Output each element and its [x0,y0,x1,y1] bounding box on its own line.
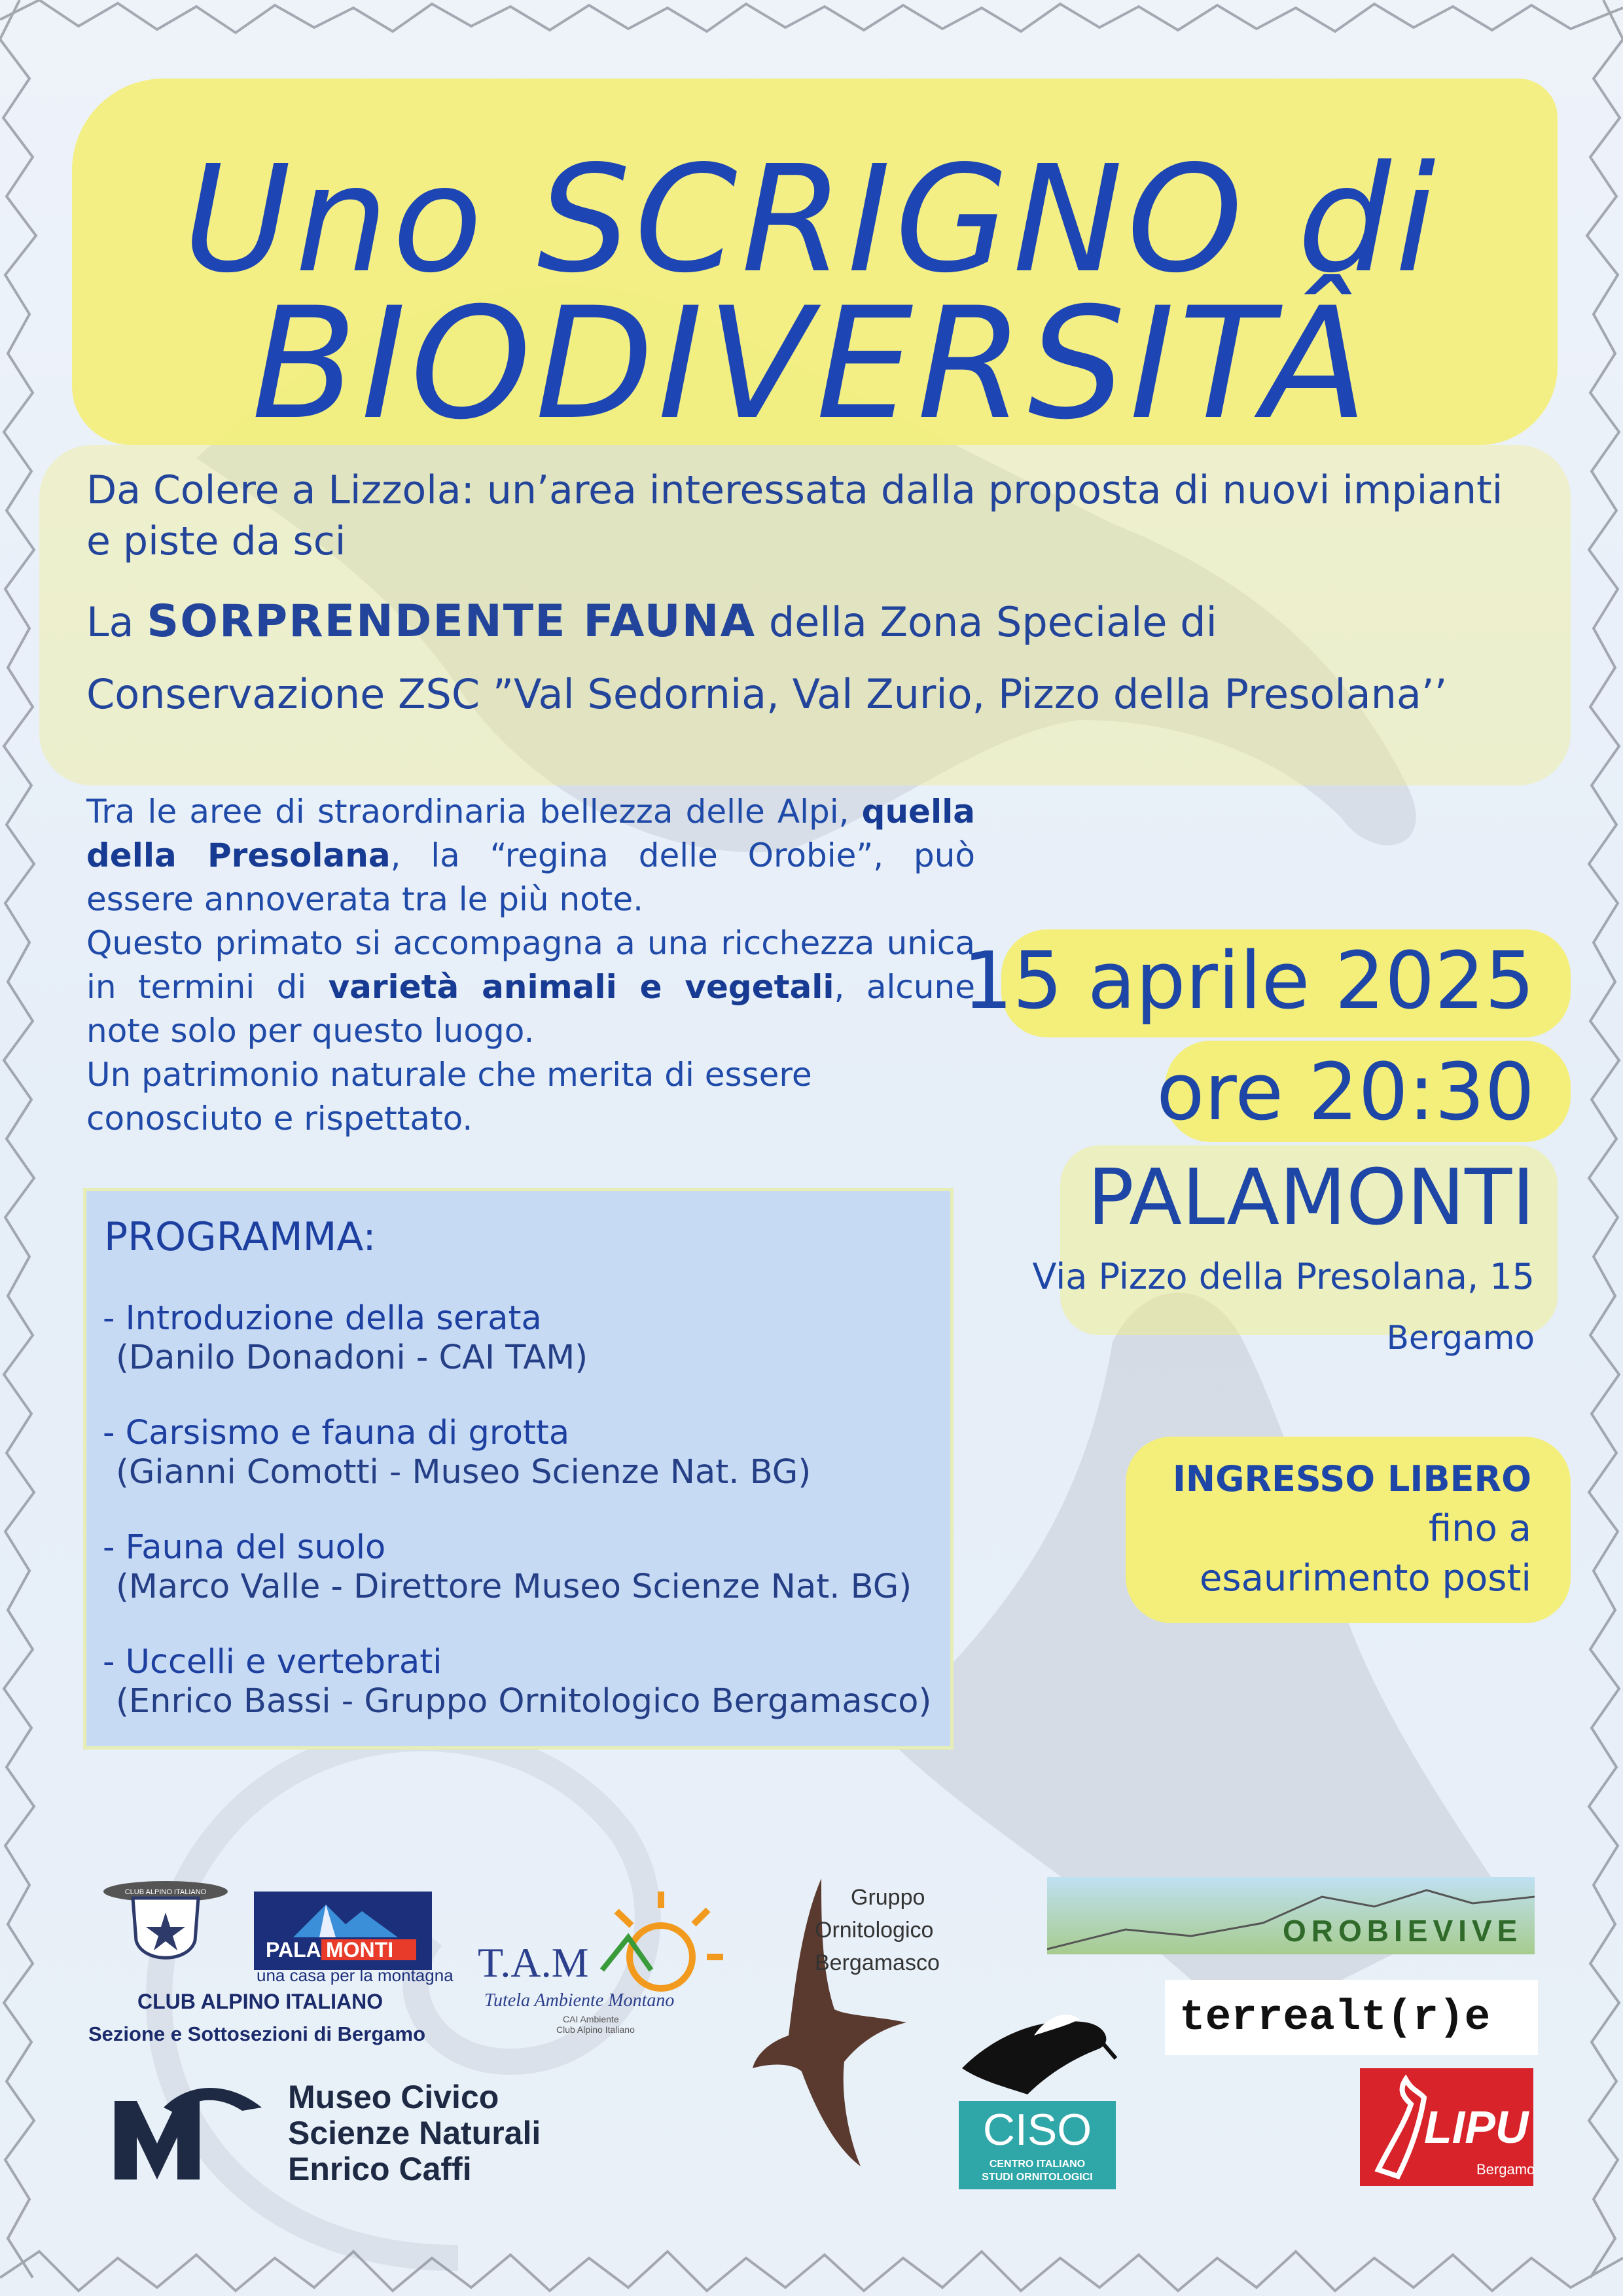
program-item [103,1414,811,1492]
program-box [83,1188,954,1749]
program-item-title: - Introduzione della serata [103,1299,542,1338]
tam-logo [471,1878,726,2036]
program-item [103,1643,931,1721]
ciso-sub-2: STUDI ORNITOLOGICI [982,2172,1093,2183]
lipu-logo [1360,2068,1533,2186]
tam-title: T.A.M [478,1939,589,1986]
intro-line-4: Questo primato si accompagna a una ricchezza unica [86,924,975,962]
ciso-logo [959,2101,1116,2189]
swift-bird-icon [749,1872,913,2173]
intro-line-8: conosciuto e rispettato. [86,1100,473,1138]
orobievive-logo [1047,1877,1535,1954]
gob-line-1: Gruppo [851,1885,925,1910]
museo-line-3: Enrico Caffi [288,2151,472,2187]
museo-logo-icon [111,2081,268,2186]
subtitle-zsc: Conservazione ZSC ”Val Sedornia, Val Zurio, Pizzo della Presolana’’ [86,670,1448,718]
entry-info [1173,1454,1531,1604]
lipu-city: Bergamo [1476,2161,1535,2178]
program-heading: PROGRAMMA: [104,1214,376,1260]
terrealtre-logo [1165,1980,1538,2055]
tam-small-2: Club Alpino Italiano [556,2024,635,2035]
program-item-speaker: (Marco Valle - Direttore Museo Scienze Nat. BG) [116,1568,912,1606]
event-time: ore 20:30 [1156,1047,1535,1138]
intro-line-6: note solo per questo luogo. [86,1012,535,1050]
program-item-speaker: (Danilo Donadoni - CAI TAM) [116,1338,588,1377]
event-address: Via Pizzo della Presolana, 15 [1032,1256,1535,1297]
cai-logo-icon [97,1878,234,1983]
ciso-title: CISO [982,2105,1092,2155]
lipu-text: LIPU [1424,2102,1529,2153]
tam-small-1: CAI Ambiente [563,2014,619,2024]
cai-badge-text: CLUB ALPINO ITALIANO [124,1888,207,1896]
intro-text: Tra le aree di straordinaria bellezza delle Alpi, [86,793,862,831]
program-item-title: - Fauna del suolo [103,1528,386,1567]
event-city: Bergamo [1386,1319,1535,1357]
museo-line-1: Museo Civico [288,2079,499,2115]
palamonti-text-b: MONTI [326,1938,394,1962]
intro-bold: della Presolana [86,836,391,874]
intro-line-3: essere annoverata tra le più note. [86,880,644,918]
terrealtre-text: terrealt(r)e [1179,1993,1491,2042]
intro-bold: quella [861,793,975,831]
intro-line-2 [86,834,975,878]
palamonti-logo [254,1892,432,1970]
cai-subname: Sezione e Sottosezioni di Bergamo [88,2022,426,2045]
intro-text: , alcune [834,968,975,1006]
intro-text: in termini di [86,968,329,1006]
title-line-2: BIODIVERSITÂ [251,275,1372,454]
program-item-speaker: (Gianni Comotti - Museo Scienze Nat. BG) [116,1453,812,1492]
program-item-title: - Uccelli e vertebrati [103,1643,442,1681]
orobievive-text: OROBIEVIVE [1283,1914,1523,1948]
entry-line-2: fino a [1428,1507,1531,1550]
gob-line-3: Bergamasco [815,1950,940,1975]
entry-free: INGRESSO LIBERO [1172,1458,1531,1499]
mountain-icon [254,1892,432,1970]
subtitle-fauna [86,586,1526,730]
program-item-title: - Carsismo e fauna di grotta [103,1414,570,1452]
hoopoe-bird-icon [955,1996,1119,2108]
program-item [103,1528,912,1607]
entry-line-3: esaurimento posti [1199,1557,1531,1600]
program-item-speaker: (Enrico Bassi - Gruppo Ornitologico Bergamasco) [116,1682,932,1721]
tam-subtitle: Tutela Ambiente Montano [484,1990,675,2011]
cai-name: CLUB ALPINO ITALIANO [137,1990,383,2013]
intro-line-7: Un patrimonio naturale che merita di essere [86,1056,812,1094]
intro-line-5 [86,965,975,1009]
gob-line-2: Ornitologico [815,1918,934,1943]
intro-paragraph [86,790,975,1141]
intro-text: , la “regina delle Orobie”, può [390,836,975,874]
title-line-1: Uno SCRIGNO di [183,134,1440,306]
intro-line-1 [86,790,975,834]
ciso-sub-1: CENTRO ITALIANO [989,2159,1086,2170]
subtitle-fauna-post: della Zona Speciale di [756,598,1217,646]
subtitle-fauna-bold: SORPRENDENTE FAUNA [147,596,757,647]
subtitle-fauna-pre: La [86,598,147,646]
event-venue: PALAMONTI [1087,1152,1535,1242]
event-date: 15 aprile 2025 [963,936,1535,1027]
palamonti-text-a: PALA [266,1938,321,1962]
palamonti-tagline: una casa per la montagna [257,1965,454,1985]
intro-bold: varietà animali e vegetali [328,968,834,1006]
subtitle-intro: Da Colere a Lizzola: un’area interessata dalla proposta di nuovi impianti e piste da sci [86,467,1503,564]
program-item [103,1299,588,1378]
museo-line-2: Scienze Naturali [288,2115,541,2151]
